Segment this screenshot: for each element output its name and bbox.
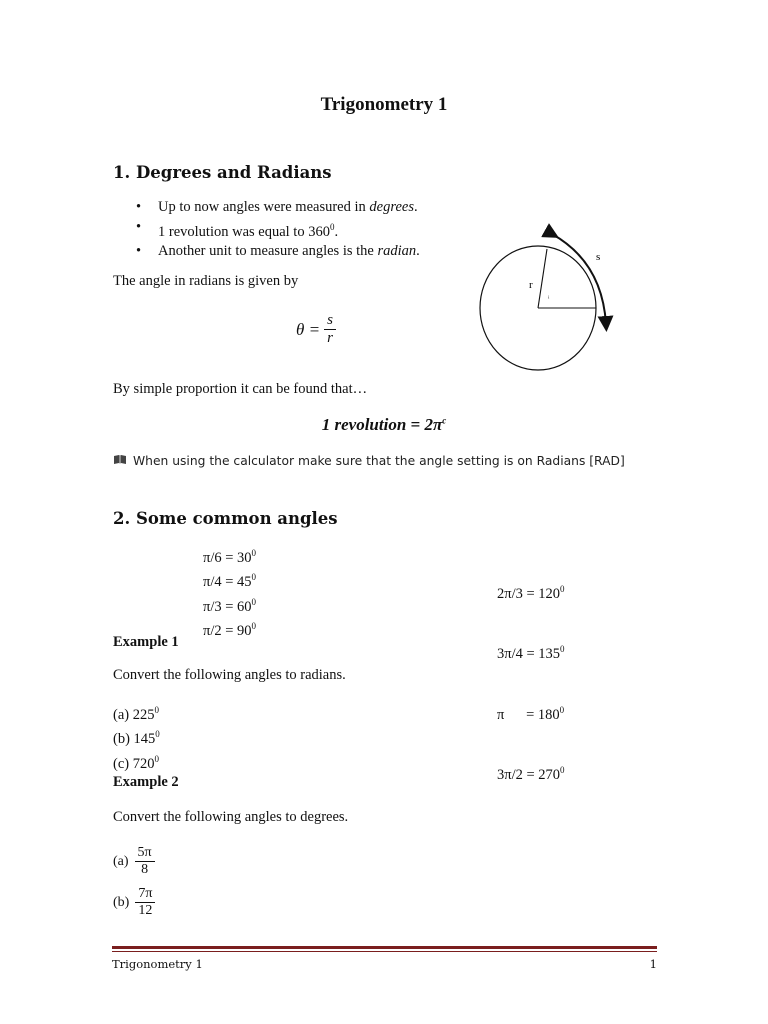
revolution-statement: 1 revolution = $2\pi^c$	[321, 415, 447, 434]
angle-row: $3\pi/2 = 270^0$	[497, 764, 565, 783]
angle-intro-text: The angle in radians is given by	[113, 273, 299, 289]
example2-heading: Example 2	[113, 774, 179, 790]
footer-title: Trigonometry 1	[112, 957, 203, 971]
example1-instruction: Convert the following angles to radians.	[113, 667, 346, 683]
angles-left-column	[203, 544, 256, 641]
arc-arrow	[552, 234, 606, 324]
angle-row: $\pi/3 = 60^0$	[203, 596, 257, 615]
angles-right-column	[497, 544, 565, 803]
bullet-item: • Another unit to measure angles is the radian.	[134, 242, 464, 262]
example2-item-b: (b) $\frac{7\pi}{12}$	[113, 886, 155, 919]
angle-row: $\pi/4 = 45^0$	[203, 572, 257, 591]
list-item: (c) $720^0$	[113, 753, 159, 772]
book-icon	[113, 454, 127, 468]
bullet-item: • Up to now angles were measured in degrees.	[134, 198, 464, 218]
angle-row: $2\pi/3 = 120^0$	[497, 584, 565, 602]
angle-row: $\pi/6 = 30^0$	[203, 548, 257, 566]
radian-formula	[296, 312, 336, 347]
angle-row: π = $180^0$	[497, 704, 565, 723]
label-s: s	[596, 251, 601, 263]
label-r: r	[529, 279, 533, 291]
formula-lhs: θ =	[296, 319, 321, 339]
formula-fraction: $\frac{s}{r}$	[324, 312, 336, 347]
list-item: (b) $145^0$	[113, 729, 160, 748]
angle-row: $3\pi/4 = 135^0$	[497, 644, 565, 663]
example1-list	[113, 701, 160, 774]
fraction: $\frac{5\pi}{8}$	[135, 845, 155, 878]
footer-rule-thin	[112, 951, 657, 952]
footer-rule	[112, 946, 657, 949]
example2-instruction: Convert the following angles to degrees.	[113, 809, 349, 825]
section-heading-common-angles: 2. Some common angles	[113, 509, 338, 528]
section-heading-degrees-radians: 1. Degrees and Radians	[113, 163, 332, 182]
label-theta: ᵢ	[548, 291, 550, 300]
fraction: $\frac{7\pi}{12}$	[135, 886, 155, 919]
calculator-note: When using the calculator make sure that the angle setting is on Radians [RAD]	[113, 454, 625, 468]
bullet-item: • 1 revolution was equal to $360^0$.	[134, 218, 464, 242]
page-number: 1	[649, 957, 657, 971]
example2-item-a: (a) $\frac{5\pi}{8}$	[113, 845, 155, 878]
list-item: (a) $225^0$	[113, 705, 159, 723]
angle-row: $\pi/2 = 90^0$	[203, 620, 257, 639]
page-title: Trigonometry 1	[320, 94, 448, 115]
circle-diagram	[470, 222, 620, 382]
radius-line	[538, 249, 547, 308]
example1-heading: Example 1	[113, 634, 179, 650]
bullet-list	[134, 198, 464, 261]
proportion-text: By simple proportion it can be found that…	[113, 381, 368, 397]
